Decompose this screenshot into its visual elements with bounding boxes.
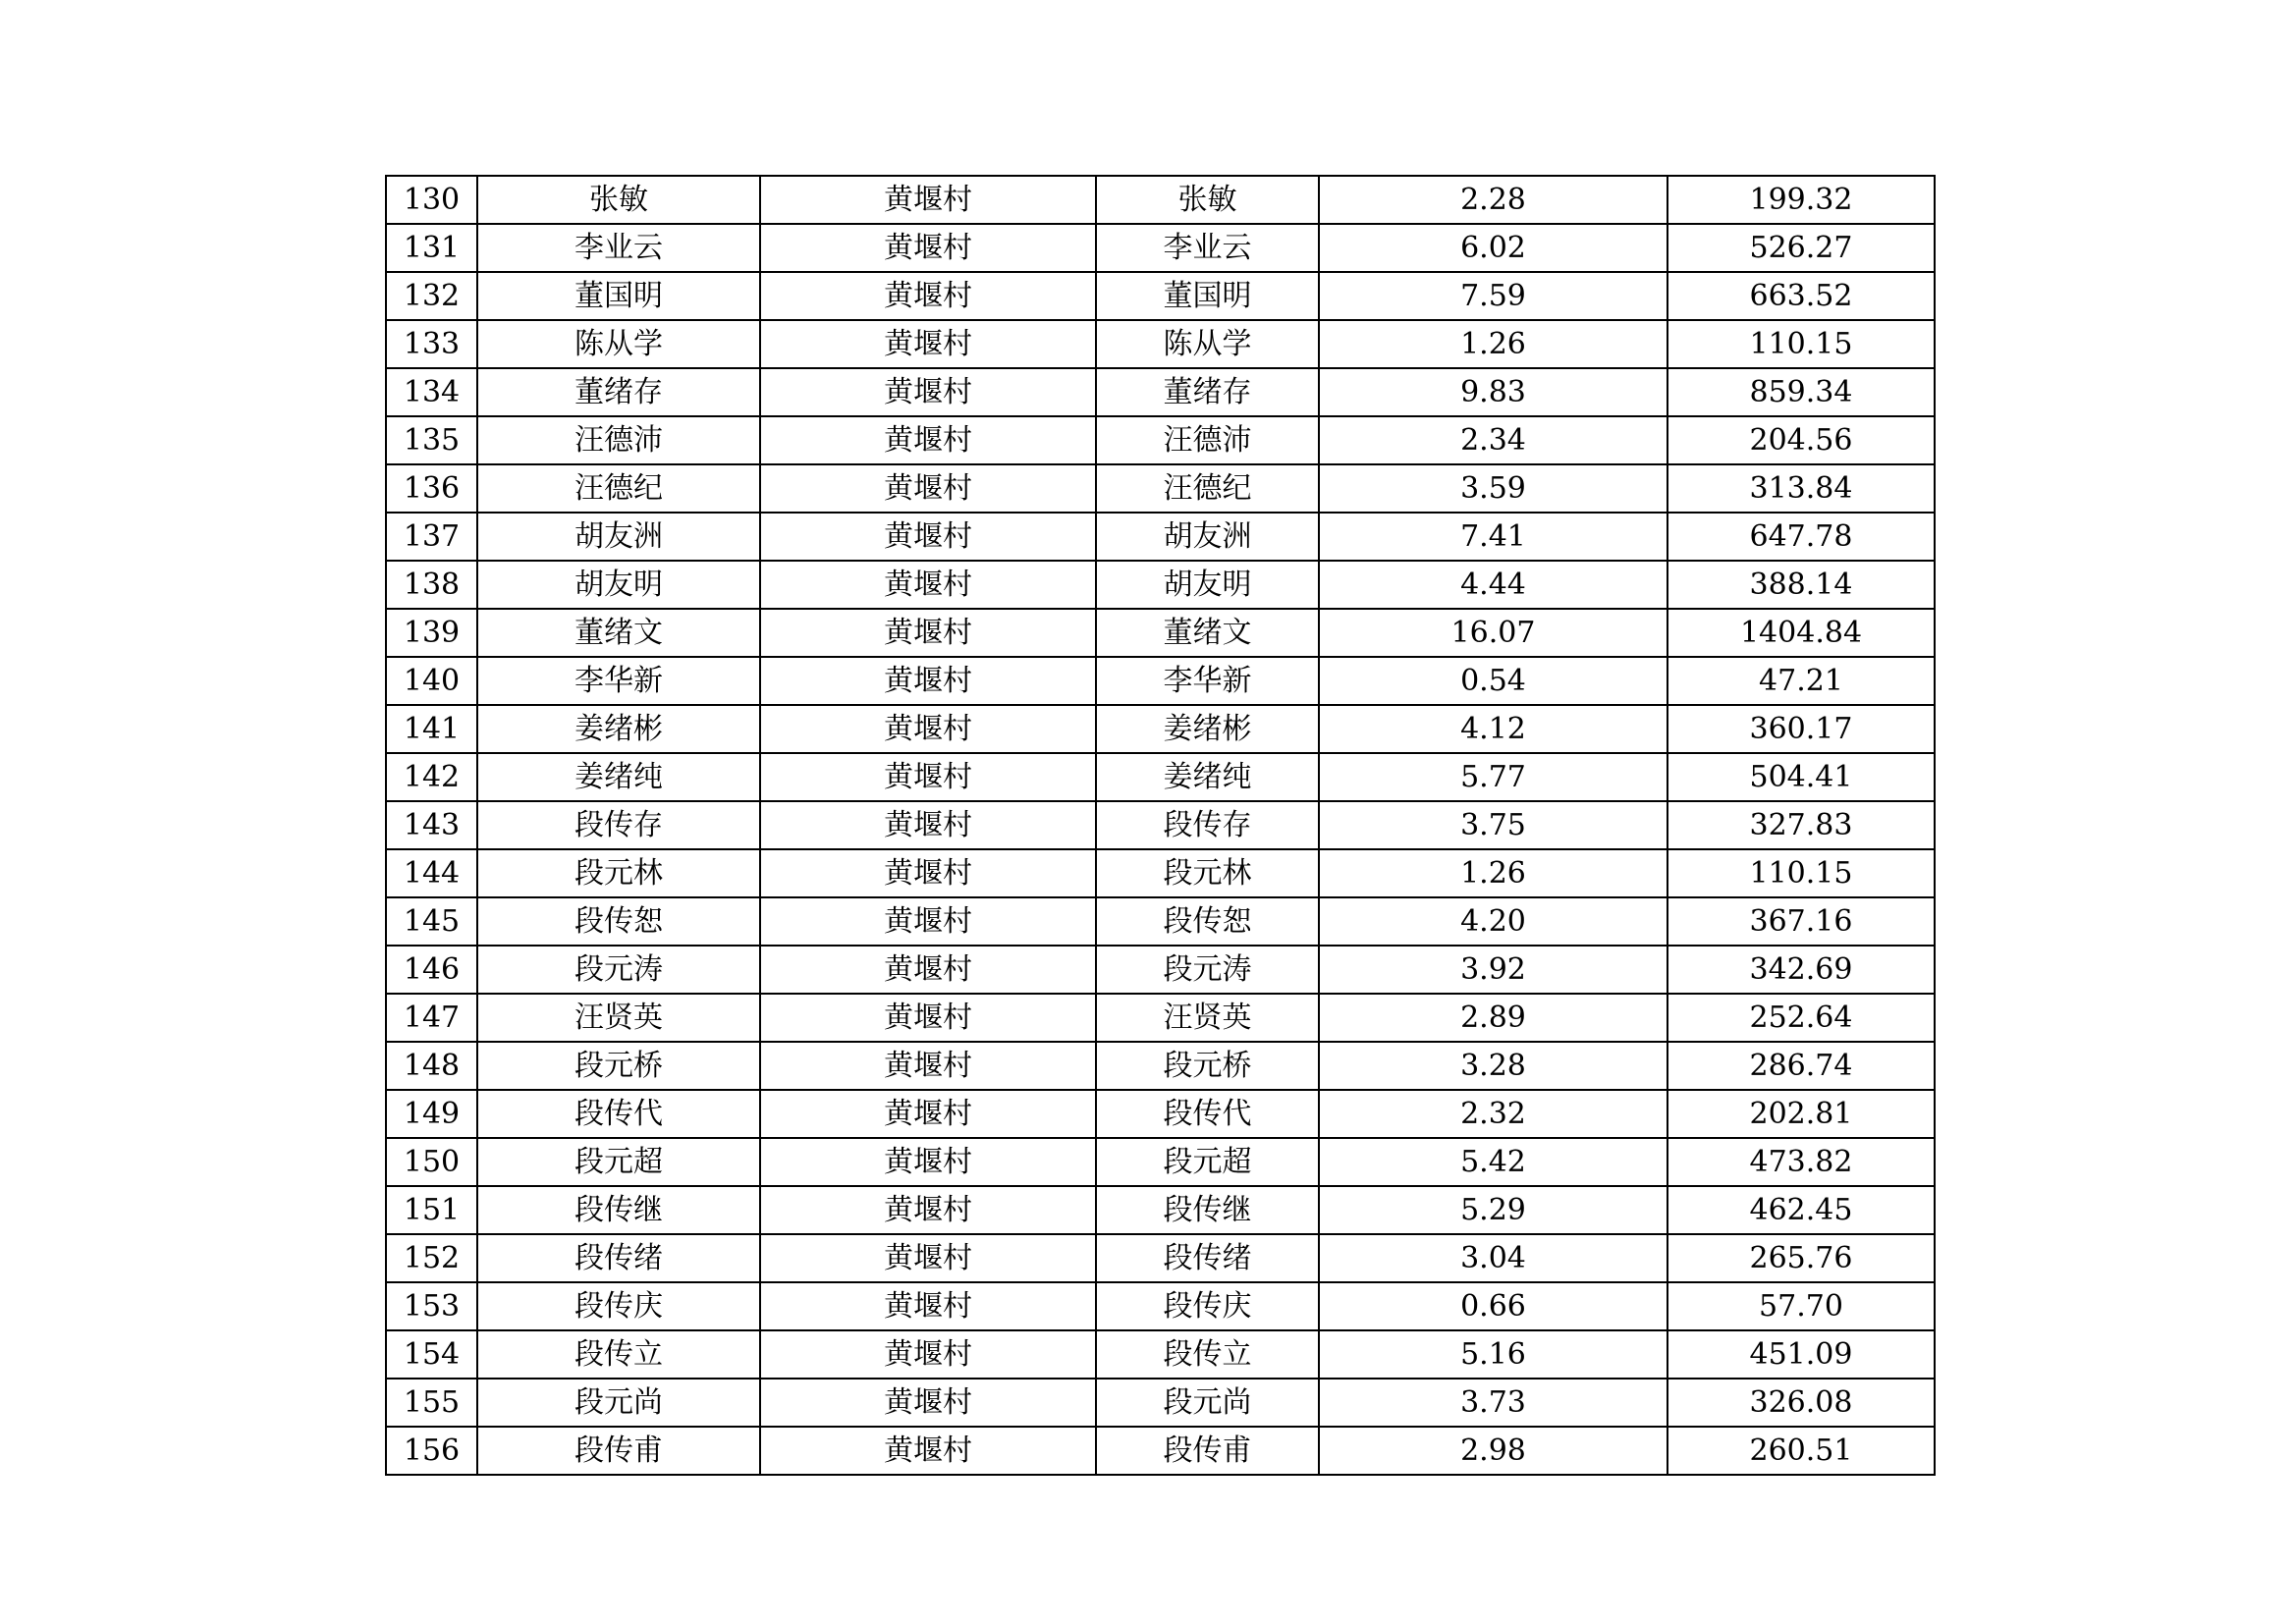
name-cell: 胡友洲 <box>477 513 760 561</box>
name-cell: 段传立 <box>477 1330 760 1379</box>
table-row <box>386 1138 1935 1186</box>
amount-cell: 265.76 <box>1667 1234 1935 1282</box>
name-cell: 段传代 <box>477 1090 760 1138</box>
village-cell: 黄堰村 <box>760 561 1096 609</box>
table-row <box>386 1042 1935 1090</box>
table-row <box>386 1427 1935 1475</box>
table-row <box>386 176 1935 224</box>
row-number-cell: 135 <box>386 416 477 464</box>
area-cell: 5.77 <box>1319 753 1667 801</box>
row-number-cell: 152 <box>386 1234 477 1282</box>
village-cell: 黄堰村 <box>760 657 1096 705</box>
table-row <box>386 897 1935 946</box>
area-cell: 2.28 <box>1319 176 1667 224</box>
village-cell: 黄堰村 <box>760 994 1096 1042</box>
village-cell: 黄堰村 <box>760 849 1096 897</box>
name-cell: 段元尚 <box>477 1379 760 1427</box>
name-cell: 张敏 <box>477 176 760 224</box>
name-cell: 段元桥 <box>477 1042 760 1090</box>
holder-name-cell: 胡友洲 <box>1096 513 1319 561</box>
row-number-cell: 141 <box>386 705 477 753</box>
village-cell: 黄堰村 <box>760 1186 1096 1234</box>
name-cell: 段元林 <box>477 849 760 897</box>
area-cell: 2.89 <box>1319 994 1667 1042</box>
amount-cell: 360.17 <box>1667 705 1935 753</box>
amount-cell: 526.27 <box>1667 224 1935 272</box>
table-row <box>386 705 1935 753</box>
table-row <box>386 657 1935 705</box>
row-number-cell: 132 <box>386 272 477 320</box>
amount-cell: 313.84 <box>1667 464 1935 513</box>
holder-name-cell: 段传甫 <box>1096 1427 1319 1475</box>
name-cell: 段元超 <box>477 1138 760 1186</box>
amount-cell: 388.14 <box>1667 561 1935 609</box>
holder-name-cell: 段元桥 <box>1096 1042 1319 1090</box>
table-body <box>386 176 1935 1475</box>
name-cell: 董绪存 <box>477 368 760 416</box>
area-cell: 3.92 <box>1319 946 1667 994</box>
table-row <box>386 1186 1935 1234</box>
table-row <box>386 320 1935 368</box>
row-number-cell: 143 <box>386 801 477 849</box>
table-row <box>386 1234 1935 1282</box>
name-cell: 段传庆 <box>477 1282 760 1330</box>
row-number-cell: 151 <box>386 1186 477 1234</box>
table-row <box>386 753 1935 801</box>
holder-name-cell: 李华新 <box>1096 657 1319 705</box>
name-cell: 陈从学 <box>477 320 760 368</box>
amount-cell: 462.45 <box>1667 1186 1935 1234</box>
row-number-cell: 133 <box>386 320 477 368</box>
holder-name-cell: 胡友明 <box>1096 561 1319 609</box>
area-cell: 4.12 <box>1319 705 1667 753</box>
table-row <box>386 609 1935 657</box>
holder-name-cell: 段元尚 <box>1096 1379 1319 1427</box>
name-cell: 汪贤英 <box>477 994 760 1042</box>
area-cell: 4.20 <box>1319 897 1667 946</box>
holder-name-cell: 汪德纪 <box>1096 464 1319 513</box>
village-cell: 黄堰村 <box>760 1042 1096 1090</box>
amount-cell: 260.51 <box>1667 1427 1935 1475</box>
row-number-cell: 138 <box>386 561 477 609</box>
holder-name-cell: 姜绪纯 <box>1096 753 1319 801</box>
amount-cell: 451.09 <box>1667 1330 1935 1379</box>
table-row <box>386 224 1935 272</box>
area-cell: 7.59 <box>1319 272 1667 320</box>
area-cell: 3.04 <box>1319 1234 1667 1282</box>
area-cell: 1.26 <box>1319 849 1667 897</box>
row-number-cell: 142 <box>386 753 477 801</box>
table-row <box>386 561 1935 609</box>
name-cell: 段传存 <box>477 801 760 849</box>
holder-name-cell: 段传代 <box>1096 1090 1319 1138</box>
holder-name-cell: 段传恕 <box>1096 897 1319 946</box>
village-cell: 黄堰村 <box>760 946 1096 994</box>
village-cell: 黄堰村 <box>760 801 1096 849</box>
amount-cell: 647.78 <box>1667 513 1935 561</box>
row-number-cell: 153 <box>386 1282 477 1330</box>
row-number-cell: 140 <box>386 657 477 705</box>
row-number-cell: 156 <box>386 1427 477 1475</box>
village-cell: 黄堰村 <box>760 1427 1096 1475</box>
holder-name-cell: 董绪存 <box>1096 368 1319 416</box>
area-cell: 3.73 <box>1319 1379 1667 1427</box>
area-cell: 16.07 <box>1319 609 1667 657</box>
row-number-cell: 130 <box>386 176 477 224</box>
table-row <box>386 849 1935 897</box>
area-cell: 5.42 <box>1319 1138 1667 1186</box>
holder-name-cell: 董绪文 <box>1096 609 1319 657</box>
table-row <box>386 513 1935 561</box>
area-cell: 0.54 <box>1319 657 1667 705</box>
row-number-cell: 134 <box>386 368 477 416</box>
holder-name-cell: 汪贤英 <box>1096 994 1319 1042</box>
holder-name-cell: 张敏 <box>1096 176 1319 224</box>
holder-name-cell: 段传立 <box>1096 1330 1319 1379</box>
table-row <box>386 1090 1935 1138</box>
amount-cell: 342.69 <box>1667 946 1935 994</box>
amount-cell: 57.70 <box>1667 1282 1935 1330</box>
amount-cell: 110.15 <box>1667 849 1935 897</box>
area-cell: 1.26 <box>1319 320 1667 368</box>
holder-name-cell: 董国明 <box>1096 272 1319 320</box>
name-cell: 汪德纪 <box>477 464 760 513</box>
holder-name-cell: 陈从学 <box>1096 320 1319 368</box>
area-cell: 6.02 <box>1319 224 1667 272</box>
name-cell: 董国明 <box>477 272 760 320</box>
name-cell: 段传绪 <box>477 1234 760 1282</box>
holder-name-cell: 段元林 <box>1096 849 1319 897</box>
amount-cell: 859.34 <box>1667 368 1935 416</box>
row-number-cell: 154 <box>386 1330 477 1379</box>
village-cell: 黄堰村 <box>760 705 1096 753</box>
name-cell: 董绪文 <box>477 609 760 657</box>
amount-cell: 110.15 <box>1667 320 1935 368</box>
name-cell: 段传继 <box>477 1186 760 1234</box>
table-row <box>386 946 1935 994</box>
name-cell: 胡友明 <box>477 561 760 609</box>
amount-cell: 504.41 <box>1667 753 1935 801</box>
amount-cell: 1404.84 <box>1667 609 1935 657</box>
holder-name-cell: 段元超 <box>1096 1138 1319 1186</box>
village-cell: 黄堰村 <box>760 1090 1096 1138</box>
village-cell: 黄堰村 <box>760 1138 1096 1186</box>
name-cell: 段元涛 <box>477 946 760 994</box>
amount-cell: 473.82 <box>1667 1138 1935 1186</box>
name-cell: 姜绪彬 <box>477 705 760 753</box>
village-cell: 黄堰村 <box>760 464 1096 513</box>
name-cell: 姜绪纯 <box>477 753 760 801</box>
area-cell: 3.28 <box>1319 1042 1667 1090</box>
name-cell: 李华新 <box>477 657 760 705</box>
row-number-cell: 147 <box>386 994 477 1042</box>
row-number-cell: 146 <box>386 946 477 994</box>
amount-cell: 252.64 <box>1667 994 1935 1042</box>
row-number-cell: 155 <box>386 1379 477 1427</box>
table-row <box>386 801 1935 849</box>
amount-cell: 286.74 <box>1667 1042 1935 1090</box>
row-number-cell: 137 <box>386 513 477 561</box>
table-row <box>386 1330 1935 1379</box>
village-cell: 黄堰村 <box>760 897 1096 946</box>
amount-cell: 47.21 <box>1667 657 1935 705</box>
village-cell: 黄堰村 <box>760 513 1096 561</box>
holder-name-cell: 姜绪彬 <box>1096 705 1319 753</box>
name-cell: 李业云 <box>477 224 760 272</box>
area-cell: 9.83 <box>1319 368 1667 416</box>
holder-name-cell: 段传庆 <box>1096 1282 1319 1330</box>
name-cell: 段传甫 <box>477 1427 760 1475</box>
village-cell: 黄堰村 <box>760 1282 1096 1330</box>
area-cell: 5.29 <box>1319 1186 1667 1234</box>
holder-name-cell: 汪德沛 <box>1096 416 1319 464</box>
holder-name-cell: 段传存 <box>1096 801 1319 849</box>
table-row <box>386 1379 1935 1427</box>
table-row <box>386 1282 1935 1330</box>
village-cell: 黄堰村 <box>760 416 1096 464</box>
amount-cell: 327.83 <box>1667 801 1935 849</box>
row-number-cell: 148 <box>386 1042 477 1090</box>
row-number-cell: 131 <box>386 224 477 272</box>
area-cell: 2.34 <box>1319 416 1667 464</box>
area-cell: 5.16 <box>1319 1330 1667 1379</box>
row-number-cell: 139 <box>386 609 477 657</box>
holder-name-cell: 段元涛 <box>1096 946 1319 994</box>
area-cell: 2.32 <box>1319 1090 1667 1138</box>
table-row <box>386 272 1935 320</box>
amount-cell: 202.81 <box>1667 1090 1935 1138</box>
village-cell: 黄堰村 <box>760 368 1096 416</box>
row-number-cell: 144 <box>386 849 477 897</box>
area-cell: 3.59 <box>1319 464 1667 513</box>
table-row <box>386 464 1935 513</box>
name-cell: 段传恕 <box>477 897 760 946</box>
village-cell: 黄堰村 <box>760 272 1096 320</box>
row-number-cell: 149 <box>386 1090 477 1138</box>
table-row <box>386 994 1935 1042</box>
village-cell: 黄堰村 <box>760 1379 1096 1427</box>
area-cell: 4.44 <box>1319 561 1667 609</box>
village-cell: 黄堰村 <box>760 753 1096 801</box>
village-cell: 黄堰村 <box>760 224 1096 272</box>
holder-name-cell: 段传绪 <box>1096 1234 1319 1282</box>
amount-cell: 204.56 <box>1667 416 1935 464</box>
row-number-cell: 150 <box>386 1138 477 1186</box>
row-number-cell: 136 <box>386 464 477 513</box>
table-row <box>386 368 1935 416</box>
amount-cell: 367.16 <box>1667 897 1935 946</box>
holder-name-cell: 段传继 <box>1096 1186 1319 1234</box>
amount-cell: 663.52 <box>1667 272 1935 320</box>
village-cell: 黄堰村 <box>760 609 1096 657</box>
name-cell: 汪德沛 <box>477 416 760 464</box>
row-number-cell: 145 <box>386 897 477 946</box>
village-cell: 黄堰村 <box>760 176 1096 224</box>
holder-name-cell: 李业云 <box>1096 224 1319 272</box>
area-cell: 2.98 <box>1319 1427 1667 1475</box>
village-cell: 黄堰村 <box>760 320 1096 368</box>
area-cell: 7.41 <box>1319 513 1667 561</box>
data-table <box>385 175 1936 1476</box>
village-cell: 黄堰村 <box>760 1330 1096 1379</box>
area-cell: 3.75 <box>1319 801 1667 849</box>
amount-cell: 326.08 <box>1667 1379 1935 1427</box>
table-row <box>386 416 1935 464</box>
village-cell: 黄堰村 <box>760 1234 1096 1282</box>
amount-cell: 199.32 <box>1667 176 1935 224</box>
area-cell: 0.66 <box>1319 1282 1667 1330</box>
